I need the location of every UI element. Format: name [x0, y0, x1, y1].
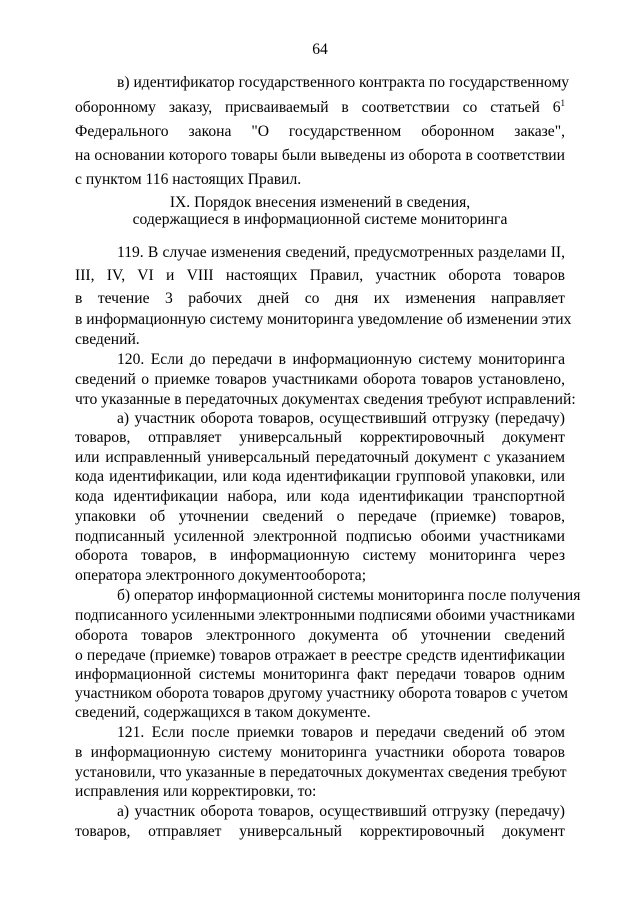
text-line: упаковки об уточнении сведений о передаче (приемке) товаров, [75, 508, 565, 525]
text-line: сведений. [75, 331, 140, 348]
text-line: товаров, отправляет универсальный корректировочный документ [75, 823, 565, 840]
text-line: с пунктом 116 настоящих Правил. [75, 171, 302, 188]
text-line: сведений, содержащихся в таком документе. [75, 704, 371, 721]
text-line: а) участник оборота товаров, осуществивший отгрузку (передачу) [117, 410, 565, 427]
text-line: Федерального закона "О государственном оборонном заказе", [75, 123, 565, 140]
text-line: что указанные в передаточных документах сведения требуют исправлений: [75, 391, 576, 408]
text-line: о передаче (приемке) товаров отражает в реестре средств идентификации [75, 647, 565, 664]
text-line: кода идентификации, или кода идентификации групповой упаковки, или [75, 468, 565, 485]
text-line: или исправленный универсальный передаточный документ с указанием [75, 449, 565, 466]
text-line: в информационную систему мониторинга участники оборота товаров [75, 744, 565, 761]
text-line: установили, что указанные в передаточных документах сведения требуют [75, 764, 567, 781]
text-line: в течение 3 рабочих дней со дня их изменения направляет [75, 290, 565, 307]
text-line: товаров, отправляет универсальный корректировочный документ [75, 429, 565, 446]
superscript: 1 [560, 97, 565, 108]
text-line: в информационную систему мониторинга уведомление об изменении этих [75, 311, 572, 328]
page-number: 64 [312, 41, 328, 58]
text-line: подписанного усиленными электронными подписями обоими участниками [75, 607, 575, 624]
text-line: подписанный усиленной электронной подписью обоими участниками [75, 528, 565, 545]
text-line: а) участник оборота товаров, осуществивший отгрузку (передачу) [117, 803, 565, 820]
text-line: в) идентификатор государственного контракта по государственному [117, 74, 570, 91]
text-line: информационной системы мониторинга факт передачи товаров одним [75, 666, 565, 683]
text-line: III, IV, VI и VIII настоящих Правил, участник оборота товаров [75, 267, 565, 284]
text-line: оборота товаров, в информационную систему мониторинга через [75, 547, 565, 564]
text-line-content: оборонному заказу, присваиваемый в соответствии со статьей 6 [75, 99, 561, 116]
text-line: 120. Если до передачи в информационную систему мониторинга [117, 351, 565, 368]
text-line: участником оборота товаров другому участнику оборота товаров с учетом [75, 685, 568, 702]
text-line: 119. В случае изменения сведений, предусмотренных разделами II, [117, 244, 565, 261]
text-line: кода идентификации набора, или кода идентификации транспортной [75, 488, 565, 505]
text-line: исправления или корректировки, то: [75, 783, 317, 800]
text-line: б) оператор информационной системы мониторинга после получения [117, 587, 581, 604]
text-line: на основании которого товары были выведены из оборота в соответствии [75, 147, 565, 164]
section-heading: содержащиеся в информационной системе мониторинга [132, 211, 508, 228]
text-line: оператора электронного документооборота; [75, 567, 367, 584]
text-line: 121. Если после приемки товаров и передачи сведений об этом [117, 724, 565, 741]
text-line: сведений о приемке товаров участниками оборота товаров установлено, [75, 371, 565, 388]
text-line [75, 98, 565, 117]
section-heading: IX. Порядок внесения изменений в сведения, [169, 194, 471, 211]
text-line: оборота товаров электронного документа об уточнении сведений [75, 627, 565, 644]
